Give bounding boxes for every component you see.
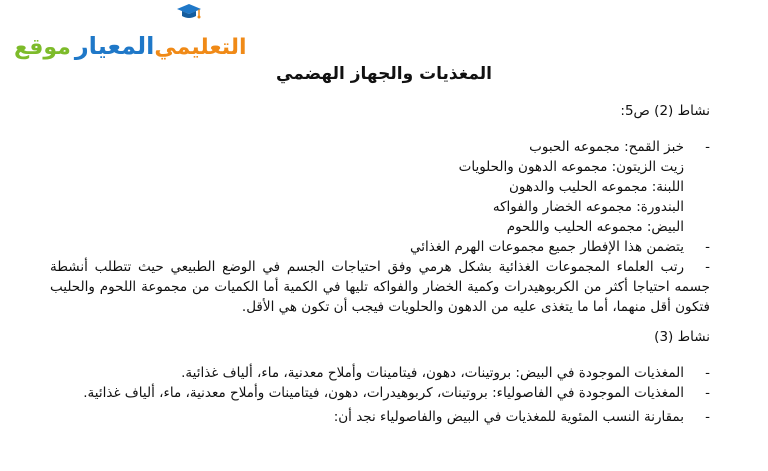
graduation-cap-icon (176, 2, 202, 22)
egg-nutrients-text: المغذيات الموجودة في البيض: بروتينات، دهون، فيتامينات وأملاح معدنية، ماء، ألياف غذائية. (181, 365, 684, 381)
logo-word-3: التعليمي (154, 35, 247, 60)
site-logo[interactable] (10, 18, 246, 60)
comparison-text: بمقارنة النسب المئوية للمغذيات في البيض والفاصولياء نجد أن: (333, 409, 684, 425)
list-item (50, 257, 710, 317)
bullet-dash: - (705, 409, 710, 425)
pyramid-explanation-text: رتب العلماء المجموعات الغذائية بشكل هرمي وفق احتياجات الجسم في الوضع الطبيعي حيث تتطلب أنشطة جسمه احتياجا أكثر من الكربوهيدرات وكمية الخضار والفواكه تليها في الكمية أما الكميات من مجموعة اللحوم والحليب فتكون أقل منهما، أما ما يتغذى عليه من الدهون والحلويات فيجب أن تكون هي الأقل. (50, 259, 710, 315)
logo-text (10, 18, 246, 60)
food-group-line: خبز القمح: مجموعه الحبوب (529, 139, 684, 155)
food-group-line: اللبنة: مجموعه الحليب والدهون (508, 179, 684, 195)
list-item (50, 363, 710, 383)
activity-3-heading: نشاط (3) (654, 329, 710, 345)
page-title: المغذيات والجهاز الهضمي (276, 64, 492, 84)
food-group-line: البيض: مجموعه الحليب واللحوم (506, 219, 684, 235)
food-group-line: البندورة: مجموعه الخضار والفواكه (492, 199, 684, 215)
list-item (50, 383, 710, 403)
bullet-dash: - (705, 365, 710, 381)
bullet-dash: - (705, 385, 710, 401)
pyramid-inclusion-text: يتضمن هذا الإفطار جميع مجموعات الهرم الغذائي (409, 239, 684, 255)
document-body (50, 101, 710, 427)
beans-nutrients-text: المغذيات الموجودة في الفاصولياء: بروتينات، كربوهيدرات، دهون، فيتامينات وأملاح معدنية، ماء، ألياف غذائية. (83, 385, 684, 401)
food-group-line: زيت الزيتون: مجموعه الدهون والحلويات (458, 159, 684, 175)
logo-word-2: المعيار (74, 32, 155, 60)
list-item (50, 407, 710, 427)
list-item (50, 237, 710, 257)
bullet-dash: - (705, 139, 710, 155)
list-item (50, 137, 710, 237)
activity-2-heading: نشاط (2) ص5: (620, 103, 710, 119)
bullet-dash: - (705, 239, 710, 255)
logo-word-1: موقع (14, 35, 71, 60)
bullet-dash: - (705, 259, 710, 275)
